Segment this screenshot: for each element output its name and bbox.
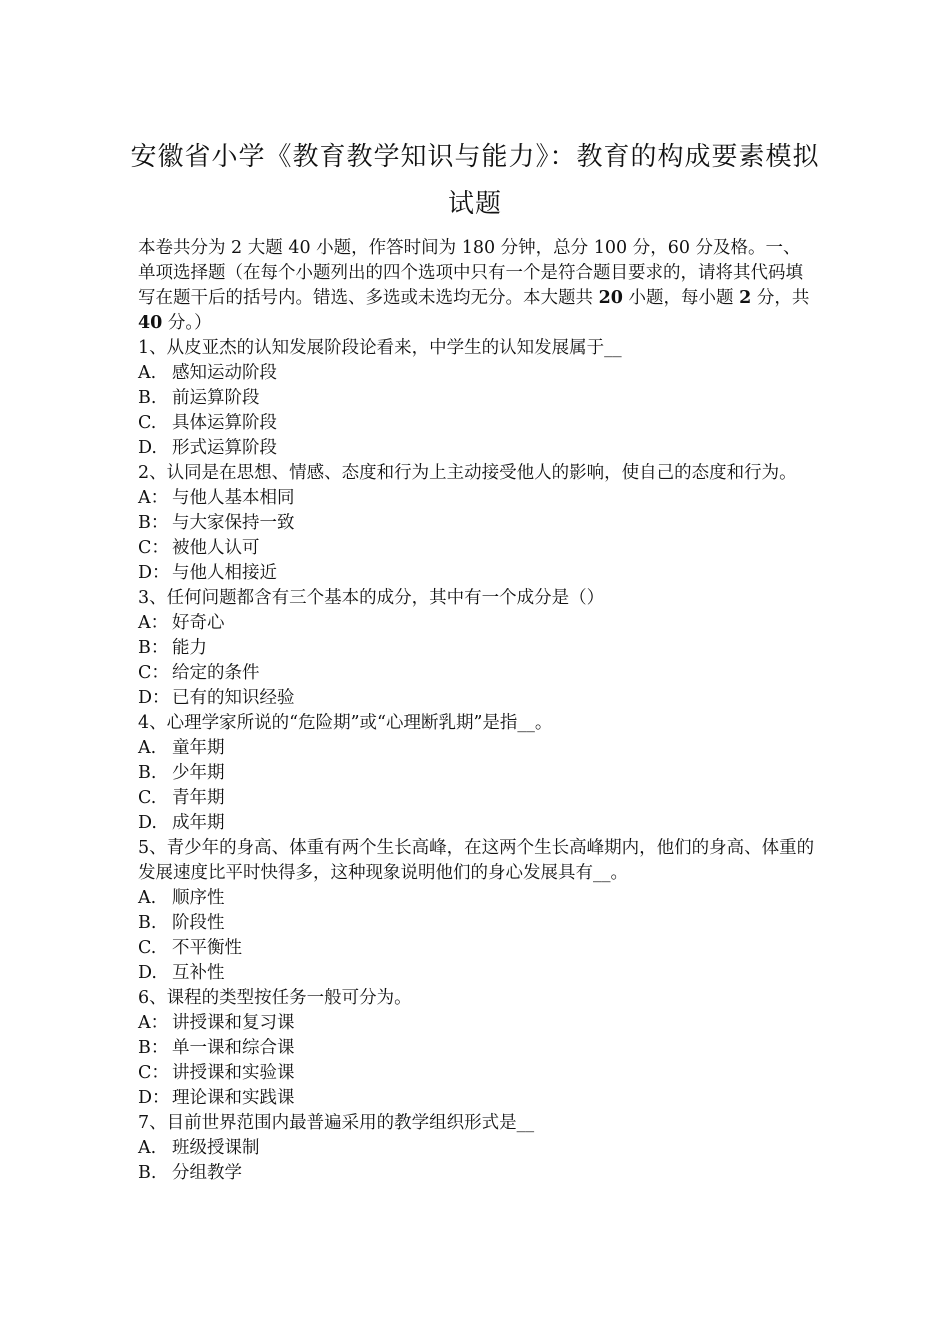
- option-item: A： 讲授课和复习课: [138, 1013, 295, 1033]
- option-item: D： 已有的知识经验: [138, 688, 295, 708]
- option-item: B. 分组教学: [138, 1163, 242, 1183]
- option-item: C. 具体运算阶段: [138, 413, 277, 433]
- question-stem: 4、心理学家所说的“危险期”或“心理断乳期”是指__。: [138, 713, 553, 733]
- question-stem: 2、认同是在思想、情感、态度和行为上主动接受他人的影响，使自己的态度和行为。: [138, 463, 797, 483]
- option-item: C： 讲授课和实验课: [138, 1063, 295, 1083]
- option-item: A： 与他人基本相同: [138, 488, 295, 508]
- question-list: [138, 336, 828, 1186]
- option-item: D： 与他人相接近: [138, 563, 277, 583]
- question-count: 20: [598, 288, 623, 308]
- option-item: B： 单一课和综合课: [138, 1038, 295, 1058]
- option-item: B： 与大家保持一致: [138, 513, 295, 533]
- document-title-line1: 安徽省小学《教育教学知识与能力》：教育的构成要素模拟: [130, 142, 820, 172]
- option-item: D. 形式运算阶段: [138, 438, 277, 458]
- option-item: A. 感知运动阶段: [138, 363, 277, 383]
- exam-instructions: 本卷共分为 2 大题 40 小题，作答时间为 180 分钟，总分 100 分，60 分及格。一、单项选择题（在每个小题列出的四个选项中只有一个是符合题目要求的，请将其代码填写在题干后的括号内。错选、多选或未选均无分。本大题共 20 小题，每小题 2 分，共 40 分。）: [138, 238, 810, 333]
- option-item: A. 童年期: [138, 738, 225, 758]
- option-item: B. 少年期: [138, 763, 225, 783]
- question-stem: 3、任何问题都含有三个基本的成分，其中有一个成分是（）: [138, 588, 605, 608]
- question-stem: 6、课程的类型按任务一般可分为。: [138, 988, 412, 1008]
- option-item: C. 青年期: [138, 788, 225, 808]
- option-item: A. 顺序性: [138, 888, 225, 908]
- option-item: C： 给定的条件: [138, 663, 260, 683]
- question-stem: 1、从皮亚杰的认知发展阶段论看来，中学生的认知发展属于__: [138, 338, 622, 358]
- question-stem: 5、青少年的身高、体重有两个生长高峰，在这两个生长高峰期内，他们的身高、体重的发展速度比平时快得多，这种现象说明他们的身心发展具有__。: [138, 838, 815, 883]
- question-stem: 7、目前世界范围内最普遍采用的教学组织形式是__: [138, 1113, 535, 1133]
- document-title-line2: 试题: [447, 189, 502, 219]
- option-item: C： 被他人认可: [138, 538, 260, 558]
- option-item: C. 不平衡性: [138, 938, 242, 958]
- question-score: 2: [739, 288, 752, 308]
- option-item: B. 阶段性: [138, 913, 225, 933]
- option-item: B： 能力: [138, 638, 207, 658]
- option-item: D： 理论课和实践课: [138, 1088, 295, 1108]
- section-total-score: 40: [138, 313, 163, 333]
- option-item: A. 班级授课制: [138, 1138, 260, 1158]
- option-item: B. 前运算阶段: [138, 388, 260, 408]
- option-item: D. 成年期: [138, 813, 225, 833]
- option-item: A： 好奇心: [138, 613, 225, 633]
- option-item: D. 互补性: [138, 963, 225, 983]
